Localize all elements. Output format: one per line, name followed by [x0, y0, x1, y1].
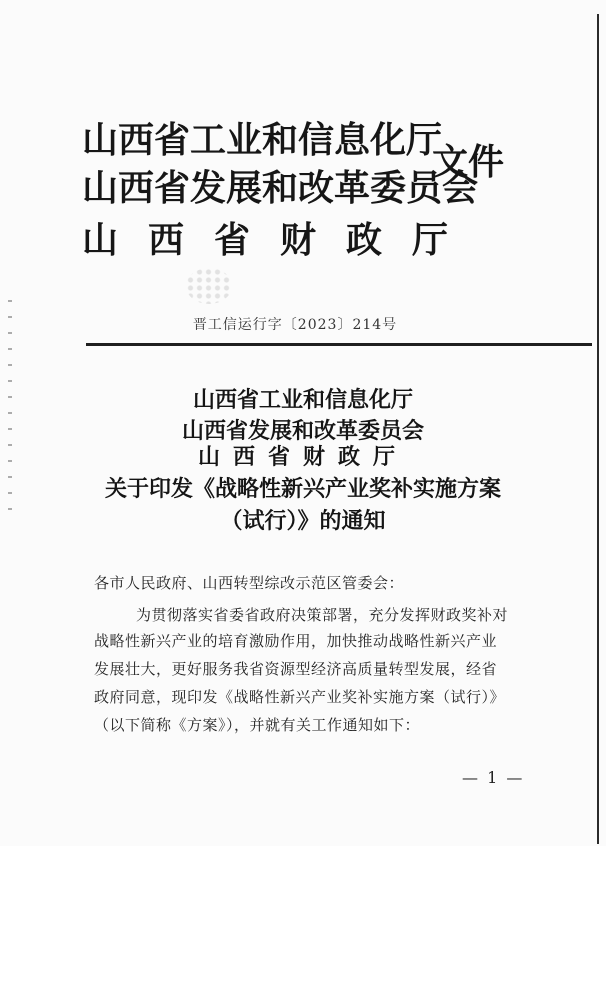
body-line: （以下简称《方案》），并就有关工作通知如下：: [94, 716, 421, 734]
title-line-4: 关于印发《战略性新兴产业奖补实施方案: [104, 476, 501, 502]
issuing-agency-1: 山西省工业和信息化厅: [82, 119, 443, 161]
page-number: — 1 —: [462, 768, 525, 787]
body-line: 政府同意，现印发《战略性新兴产业奖补实施方案（试行）》: [94, 688, 506, 706]
stamp-mark: [186, 268, 232, 304]
issuing-agency-3: 山西省财政厅: [82, 219, 479, 261]
body-line: 为贯彻落实省委省政府决策部署，充分发挥财政奖补对: [136, 606, 509, 624]
document-label: 文件: [432, 141, 505, 183]
header-divider: [86, 343, 592, 346]
document-number: 晋工信运行字〔2023〕214号: [192, 317, 398, 333]
title-line-1: 山西省工业和信息化厅: [192, 387, 413, 413]
salutation: 各市人民政府、山西转型综改示范区管委会：: [94, 574, 405, 592]
title-line-3: 山西省财政厅: [197, 444, 408, 470]
title-line-2: 山西省发展和改革委员会: [181, 418, 424, 444]
title-line-5: （试行）》的通知: [220, 508, 386, 534]
body-line: 发展壮大，更好服务我省资源型经济高质量转型发展，经省: [94, 660, 498, 678]
issuing-agency-2: 山西省发展和改革委员会: [82, 167, 479, 209]
body-line: 战略性新兴产业的培育激励作用，加快推动战略性新兴产业: [94, 632, 498, 650]
